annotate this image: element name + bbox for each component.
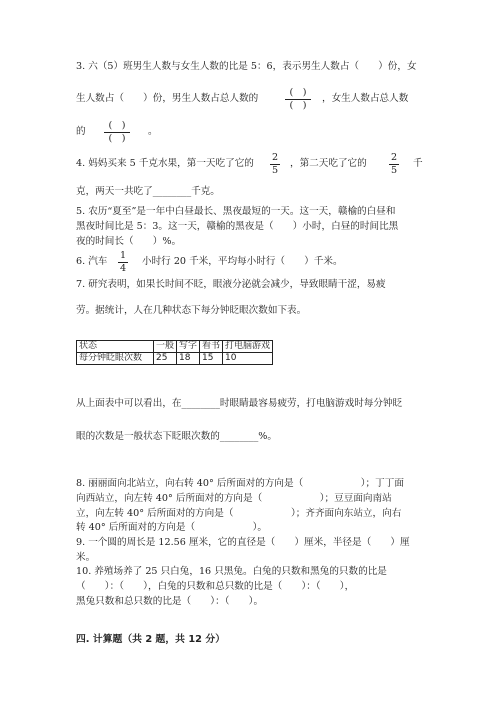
- q9-line1: 9. 一个圆的周长是 12.56 厘米，它的直径是（ ）厘米，半径是（ ）厘: [76, 537, 410, 548]
- q4-fraction-2-den: 5: [390, 165, 398, 176]
- q4-line1c: 千: [413, 158, 423, 169]
- q5-line3: 夜的时间长（ ）%。: [76, 236, 182, 247]
- table-row: [77, 353, 273, 365]
- table-cell: 打电脑游戏: [223, 341, 273, 353]
- q10-line3: 黑兔只数和总只数的比是（ ）：（ ）。: [76, 596, 264, 607]
- q7-line3: 从上面表中可以看出，在________时眼睛最容易疲劳，打电脑游戏时每分钟眨: [76, 398, 403, 409]
- q10-line2: （ ）：（ ），白兔的只数和总只数的比是（ ）：（ ），: [76, 581, 355, 592]
- q7-line4: 眼的次数是一般状态下眨眼次数的________%。: [76, 431, 277, 442]
- q4-line1a: 4. 妈妈买来 5 千克水果，第一天吃了它的: [76, 158, 254, 169]
- q7-line1: 7. 研究表明，如果长时间不眨，眼液分泌就会减少，导致眼睛干涩，易疲: [76, 279, 386, 290]
- q3-line2b: ，女生人数占总人数: [322, 93, 409, 104]
- q6-text: 小时行 20 千米，平均每小时行（ ）千米。: [142, 256, 343, 267]
- q3-fraction-2-bottom: ( ): [108, 133, 126, 144]
- q4-fraction-1: [270, 153, 280, 176]
- table-cell: 每分钟眨眼次数: [77, 353, 154, 365]
- table-cell: 状态: [77, 341, 154, 353]
- table-cell: 25: [154, 353, 177, 365]
- blink-table: [76, 340, 273, 365]
- q3-line1: 3. 六（5）班男生人数与女生人数的比是 5：6，表示男生人数占（ ）份，女: [76, 61, 417, 72]
- q6-fraction: [118, 251, 128, 274]
- table-cell: 10: [223, 353, 273, 365]
- q10-line1: 10. 养殖场养了 25 只白兔，16 只黑兔。白兔的只数和黑兔的只数的比是: [76, 566, 387, 577]
- q3-fraction-2: [104, 121, 130, 144]
- q3-fraction-1: [285, 88, 311, 111]
- q8-line3: 立，向左转 40° 后所面对的方向是（ ）；齐齐面向东站立，向右: [76, 508, 402, 519]
- q4-line1b: ，第二天吃了它的: [290, 158, 367, 169]
- q8-line4: 转 40° 后所面对的方向是（ ）。: [76, 522, 267, 533]
- q3-line3b: 。: [148, 126, 158, 137]
- q4-fraction-2: [389, 153, 399, 176]
- table-cell: 一般: [154, 341, 177, 353]
- q7-line2: 劳。据统计，人在几种状态下每分钟眨眼次数如下表。: [76, 305, 307, 316]
- q4-line2: 克，两天一共吃了________千克。: [76, 186, 220, 197]
- section-title: 四. 计算题（共 2 题，共 12 分）: [76, 634, 225, 645]
- q4-fraction-2-num: 2: [390, 152, 398, 163]
- q8-line2: 向西站立，向左转 40° 后所面对的方向是（ ）；豆豆面向南站: [76, 493, 392, 504]
- q4-fraction-1-den: 5: [271, 165, 279, 176]
- q3-fraction-1-top: ( ): [289, 87, 307, 98]
- table-row: [77, 341, 273, 353]
- q6-label: 6. 汽车: [76, 256, 108, 267]
- table-cell: 看书: [200, 341, 223, 353]
- q6-fraction-num: 1: [119, 250, 127, 261]
- table-cell: 写字: [177, 341, 200, 353]
- q3-fraction-2-top: ( ): [108, 120, 126, 131]
- q3-fraction-1-bottom: ( ): [289, 100, 307, 111]
- q5-line1: 5. 农历“夏至”是一年中白昼最长、黑夜最短的一天。这一天，赣榆的白昼和: [76, 206, 396, 217]
- q8-line1: 8. 丽丽面向北站立，向右转 40° 后所面对的方向是（ ）；丁丁面: [76, 478, 404, 489]
- q9-line2: 米。: [76, 552, 96, 563]
- q3-line2a: 生人数占（ ）份，男生人数占总人数的: [76, 93, 259, 104]
- table-cell: 15: [200, 353, 223, 365]
- q4-fraction-1-num: 2: [271, 152, 279, 163]
- table-cell: 18: [177, 353, 200, 365]
- q3-line3a: 的: [76, 126, 86, 137]
- q6-fraction-den: 4: [119, 263, 127, 274]
- q5-line2: 黑夜时间比是 5：3。这一天，赣榆的黑夜是（ ）小时，白昼的时间比黑: [76, 221, 399, 232]
